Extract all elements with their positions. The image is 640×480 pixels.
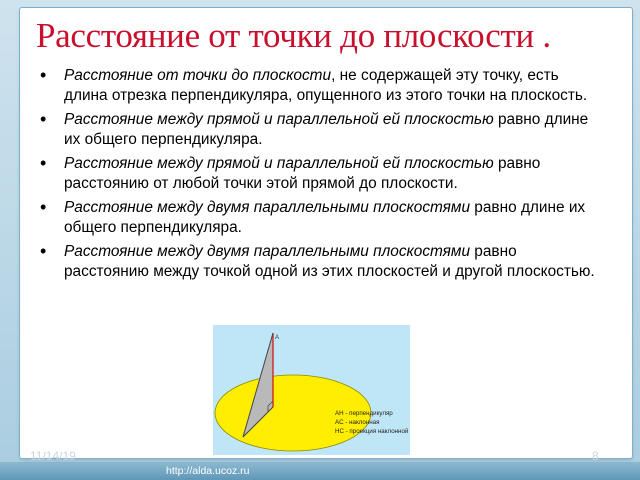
bullet-item — [40, 110, 600, 149]
bullet-dot-icon: • — [40, 153, 47, 173]
footer-page-number: 8 — [592, 449, 599, 463]
footer-url: http://alda.ucoz.ru — [166, 465, 250, 477]
point-label: A — [275, 335, 280, 341]
bullet-term: Расстояние между прямой и параллельной ей плоскостью — [64, 155, 494, 172]
bullet-list — [40, 66, 600, 286]
figure-legend-line: HC - проекция наклонной — [335, 428, 409, 435]
figure-legend-line: AH - перпендикуляр — [335, 410, 393, 417]
frame-bottom-bar — [0, 462, 640, 480]
bullet-text: равно длине их общего перпендикуляра. — [64, 199, 586, 236]
bullet-term: Расстояние между прямой и параллельной ей плоскостью — [64, 111, 494, 128]
bullet-item — [40, 154, 600, 193]
bullet-item — [40, 242, 600, 281]
bullet-term: Расстояние от точки до плоскости — [64, 67, 332, 84]
bullet-text: равно расстоянию между точкой одной из этих плоскостей и другой плоскостью. — [64, 243, 595, 280]
geometry-figure-svg — [213, 325, 410, 455]
bullet-item — [40, 66, 600, 105]
bullet-dot-icon: • — [40, 241, 47, 261]
bullet-term: Расстояние между двумя параллельными плоскостями — [64, 243, 471, 260]
bullet-term: Расстояние между двумя параллельными плоскостями — [64, 199, 471, 216]
bullet-dot-icon: • — [40, 197, 47, 217]
bullet-dot-icon: • — [40, 109, 47, 129]
bullet-dot-icon: • — [40, 65, 47, 85]
figure-legend-line: AC - наклонная — [335, 419, 380, 426]
bullet-item — [40, 198, 600, 237]
bullet-text: , не содержащей эту точку, есть длина отрезка перпендикуляра, опущенного из этого точки на плоскость. — [64, 67, 588, 104]
footer-date: 11/14/19 — [30, 449, 76, 463]
geometry-figure — [213, 325, 410, 455]
bullet-text: равно длине их общего перпендикуляра. — [64, 111, 589, 148]
bullet-text: равно расстоянию от любой точки этой прямой до плоскости. — [64, 155, 541, 192]
slide-title: Расстояние от точки до плоскости . — [36, 16, 551, 55]
